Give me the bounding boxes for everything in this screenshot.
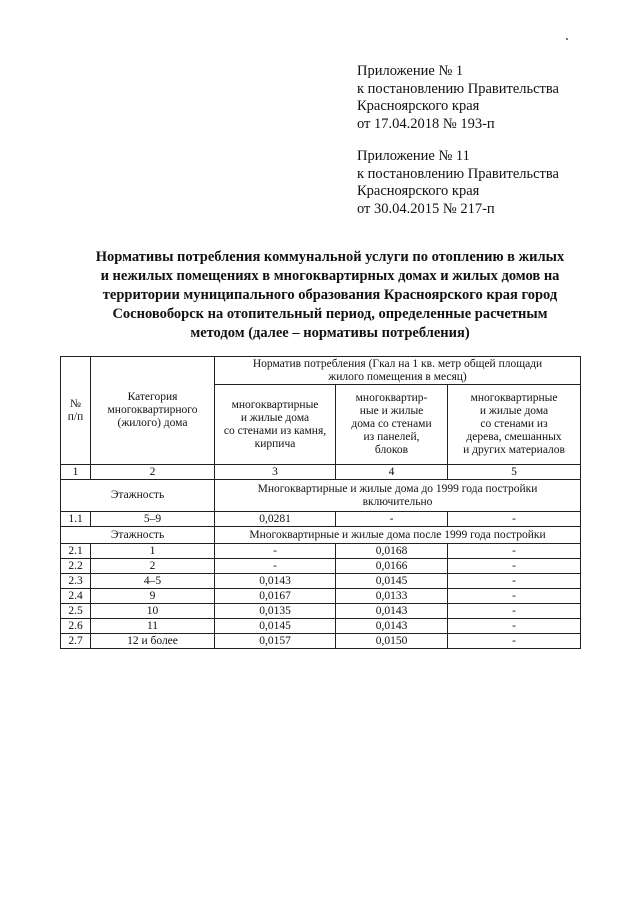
cell-wood-mixed: - <box>448 512 581 527</box>
cell-stone-brick: 0,0135 <box>215 604 336 619</box>
cell-wood-mixed: - <box>448 589 581 604</box>
cell-panels-blocks: 0,0133 <box>336 589 448 604</box>
table-row <box>61 512 581 527</box>
cell-category: 11 <box>91 619 215 634</box>
column-number: 3 <box>215 465 336 480</box>
column-number: 4 <box>336 465 448 480</box>
column-number: 5 <box>448 465 581 480</box>
cell-category: 10 <box>91 604 215 619</box>
appendix-1-line: Приложение № 1 <box>357 63 464 79</box>
cell-category: 9 <box>91 589 215 604</box>
section-2-label: Этажность <box>61 527 215 544</box>
cell-panels-blocks: - <box>336 512 448 527</box>
cell-panels-blocks: 0,0143 <box>336 604 448 619</box>
cell-num: 2.6 <box>61 619 91 634</box>
cell-wood-mixed: - <box>448 604 581 619</box>
cell-stone-brick: 0,0143 <box>215 574 336 589</box>
cell-category: 2 <box>91 559 215 574</box>
header-category: Категория многоквартирного (жилого) дома <box>91 357 215 465</box>
cell-panels-blocks: 0,0168 <box>336 544 448 559</box>
appendix-11-line: Красноярского края <box>357 183 480 199</box>
cell-stone-brick: - <box>215 559 336 574</box>
cell-wood-mixed: - <box>448 619 581 634</box>
header-norm: Норматив потребления (Гкал на 1 кв. метр общей площади жилого помещения в месяц) <box>215 357 581 385</box>
cell-panels-blocks: 0,0166 <box>336 559 448 574</box>
cell-num: 2.7 <box>61 634 91 649</box>
cell-wood-mixed: - <box>448 574 581 589</box>
header-num: № п/п <box>61 357 91 465</box>
header-panels-blocks: многоквартир- ные и жилые дома со стенами из панелей, блоков <box>336 385 448 465</box>
appendix-1-line: к постановлению Правительства <box>357 80 559 97</box>
section-1-row <box>61 480 581 512</box>
table-row <box>61 574 581 589</box>
header-row <box>61 357 581 385</box>
cell-category: 12 и более <box>91 634 215 649</box>
document-title <box>60 248 600 343</box>
appendix-11-line: от 30.04.2015 № 217-п <box>357 200 495 217</box>
cell-wood-mixed: - <box>448 559 581 574</box>
cell-panels-blocks: 0,0145 <box>336 574 448 589</box>
cell-wood-mixed: - <box>448 544 581 559</box>
column-number: 2 <box>91 465 215 480</box>
table-row <box>61 634 581 649</box>
appendix-11-line: Приложение № 11 <box>357 148 470 164</box>
cell-category: 1 <box>91 544 215 559</box>
title-line: Сосновоборск на отопительный период, определенные расчетным <box>112 306 548 322</box>
appendix-11-line: к постановлению Правительства <box>357 165 559 182</box>
section-2-row <box>61 527 581 544</box>
cell-category: 5–9 <box>91 512 215 527</box>
section-1-title: Многоквартирные и жилые дома до 1999 года постройки включительно <box>215 480 581 512</box>
table-row <box>61 544 581 559</box>
section-2-title: Многоквартирные и жилые дома после 1999 года постройки <box>215 527 581 544</box>
section-1-label: Этажность <box>61 480 215 512</box>
norms-table <box>60 356 581 649</box>
cell-wood-mixed: - <box>448 634 581 649</box>
column-number: 1 <box>61 465 91 480</box>
appendix-11-block <box>357 148 559 218</box>
table-row <box>61 589 581 604</box>
cell-panels-blocks: 0,0150 <box>336 634 448 649</box>
column-number-row <box>61 465 581 480</box>
title-line: территории муниципального образования Красноярского края город <box>102 287 558 303</box>
cell-category: 4–5 <box>91 574 215 589</box>
cell-stone-brick: 0,0281 <box>215 512 336 527</box>
title-line: Нормативы потребления коммунальной услуги по отоплению в жилых <box>95 249 565 265</box>
table-row <box>61 619 581 634</box>
cell-stone-brick: 0,0167 <box>215 589 336 604</box>
cell-num: 2.3 <box>61 574 91 589</box>
title-line: и нежилых помещениях в многоквартирных домах и жилых домов на <box>100 268 560 284</box>
header-stone-brick: многоквартирные и жилые дома со стенами из камня, кирпича <box>215 385 336 465</box>
cell-stone-brick: 0,0145 <box>215 619 336 634</box>
header-wood-mixed: многоквартирные и жилые дома со стенами из дерева, смешанных и других материалов <box>448 385 581 465</box>
appendix-1-block <box>357 63 559 133</box>
scan-speck <box>566 38 568 40</box>
cell-num: 2.2 <box>61 559 91 574</box>
appendix-1-line: от 17.04.2018 № 193-п <box>357 115 495 132</box>
title-line: методом (далее – нормативы потребления) <box>190 325 470 341</box>
cell-stone-brick: - <box>215 544 336 559</box>
cell-num: 2.1 <box>61 544 91 559</box>
appendix-1-line: Красноярского края <box>357 98 480 114</box>
norms-table-body <box>61 357 581 649</box>
cell-num: 1.1 <box>61 512 91 527</box>
cell-num: 2.5 <box>61 604 91 619</box>
cell-num: 2.4 <box>61 589 91 604</box>
table-row <box>61 559 581 574</box>
cell-stone-brick: 0,0157 <box>215 634 336 649</box>
table-row <box>61 604 581 619</box>
cell-panels-blocks: 0,0143 <box>336 619 448 634</box>
